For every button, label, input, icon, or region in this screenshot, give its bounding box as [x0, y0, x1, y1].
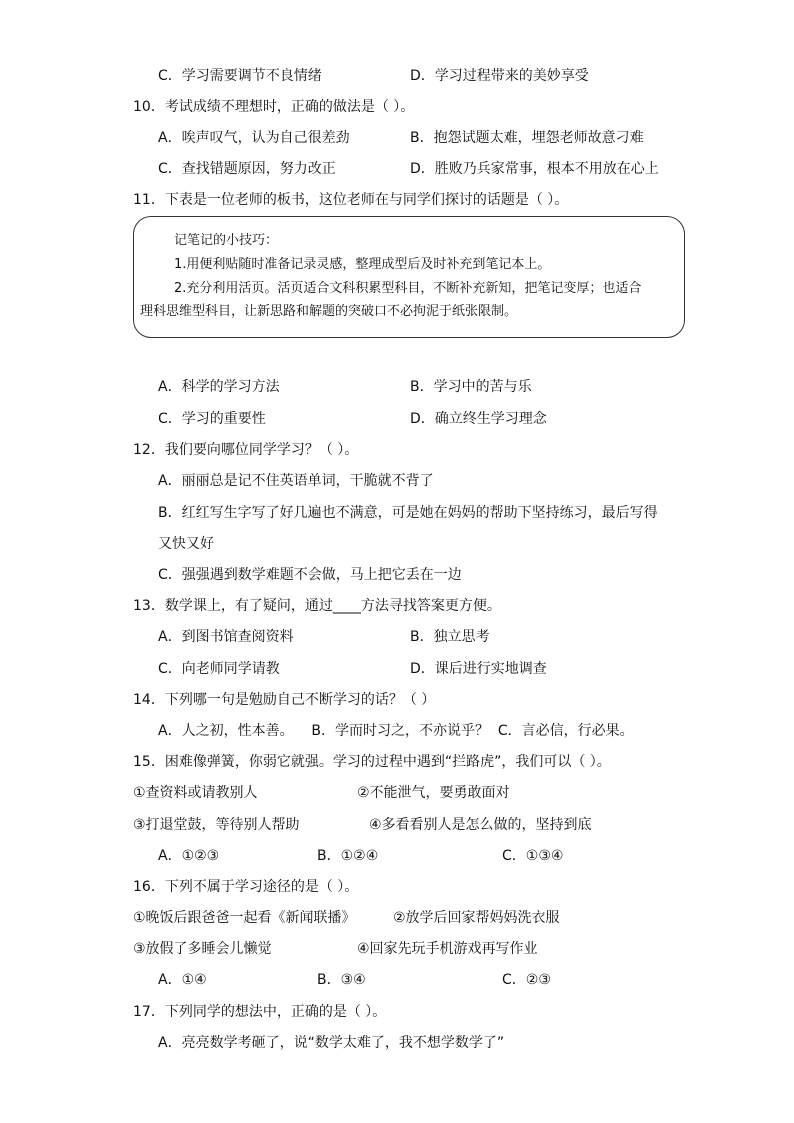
note-title: 记笔记的小技巧： — [174, 233, 279, 248]
q16-item-3: ③放假了多睡会儿懒觉 — [133, 941, 272, 957]
q16-item-1: ①晚饭后跟爸爸一起看《新闻联播》 — [133, 910, 356, 926]
blackboard-note-box — [133, 216, 685, 338]
q13-stem: 13．数学课上，有了疑问，通过____方法寻找答案更方便。 — [133, 598, 501, 614]
q12-stem: 12．我们要向哪位同学学习？（ ）。 — [133, 442, 359, 458]
q16-stem: 16．下列不属于学习途径的是（ ）。 — [133, 879, 359, 895]
q15-option-b: B．①②④ — [317, 848, 379, 864]
q17-stem: 17．下列同学的想法中，正确的是（ ）。 — [133, 1004, 387, 1020]
q16-option-a: A．①④ — [158, 972, 207, 988]
q14-stem: 14．下列哪一句是勉励自己不断学习的话？（ ） — [133, 692, 436, 708]
q11-stem: 11．下表是一位老师的板书，这位老师在与同学们探讨的话题是（ ）。 — [133, 192, 569, 208]
q10-option-c: C．查找错题原因，努力改正 — [158, 161, 336, 177]
q15-item-4: ④多看看别人是怎么做的，坚持到底 — [369, 817, 592, 833]
q14-options: A．人之初，性本善。 B．学而时习之，不亦说乎？ C．言必信，行必果。 — [158, 723, 634, 739]
q10-option-a: A．唉声叹气，认为自己很差劲 — [158, 130, 350, 146]
q12-option-c: C．强强遇到数学难题不会做，马上把它丢在一边 — [158, 567, 462, 583]
q15-item-2: ②不能泄气，要勇敢面对 — [357, 785, 510, 801]
q17-option-a: A．亮亮数学考砸了，说“数学太难了，我不想学数学了” — [158, 1035, 505, 1051]
q16-option-b: B．③④ — [317, 972, 366, 988]
q11-option-b: B．学习中的苦与乐 — [410, 379, 532, 395]
q15-option-c: C．①③④ — [502, 848, 564, 864]
q10-stem: 10．考试成绩不理想时，正确的做法是（ ）。 — [133, 99, 415, 115]
note-line-1: 1.用便利贴随时准备记录灵感，整理成型后及时补充到笔记本上。 — [174, 257, 551, 272]
q9-option-d: D．学习过程带来的美妙享受 — [410, 68, 589, 84]
q15-item-1: ①查资料或请教别人 — [133, 785, 258, 801]
q12-option-b-line2: 又快又好 — [158, 536, 214, 552]
q15-option-a: A．①②③ — [158, 848, 220, 864]
q13-option-d: D．课后进行实地调查 — [410, 661, 547, 677]
q12-option-b-line1: B．红红写生字写了好几遍也不满意，可是她在妈妈的帮助下坚持练习，最后写得 — [158, 505, 658, 521]
q16-option-c: C．②③ — [502, 972, 551, 988]
q10-option-d: D．胜败乃兵家常事，根本不用放在心上 — [410, 161, 659, 177]
q16-item-4: ④回家先玩手机游戏再写作业 — [357, 941, 538, 957]
q16-item-2: ②放学后回家帮妈妈洗衣服 — [393, 910, 560, 926]
q15-item-3: ③打退堂鼓，等待别人帮助 — [133, 817, 300, 833]
q11-option-a: A．科学的学习方法 — [158, 379, 280, 395]
note-line-3: 理科思维型科目，让新思路和解题的突破口不必拘泥于纸张限制。 — [140, 304, 518, 319]
q13-option-c: C．向老师同学请教 — [158, 661, 280, 677]
q11-option-c: C．学习的重要性 — [158, 411, 266, 427]
q15-stem: 15．困难像弹簧，你弱它就强。学习的过程中遇到“拦路虎”，我们可以（ ）。 — [133, 754, 611, 770]
q11-option-d: D．确立终生学习理念 — [410, 411, 547, 427]
q12-option-a: A．丽丽总是记不住英语单词，干脆就不背了 — [158, 473, 434, 489]
note-line-2: 2.充分利用活页。活页适合文科积累型科目，不断补充新知，把笔记变厚；也适合 — [174, 281, 642, 296]
q13-option-b: B．独立思考 — [410, 629, 490, 645]
q10-option-b: B．抱怨试题太难，埋怨老师故意刁难 — [410, 130, 644, 146]
q13-option-a: A．到图书馆查阅资料 — [158, 629, 294, 645]
q9-option-c: C．学习需要调节不良情绪 — [158, 68, 322, 84]
